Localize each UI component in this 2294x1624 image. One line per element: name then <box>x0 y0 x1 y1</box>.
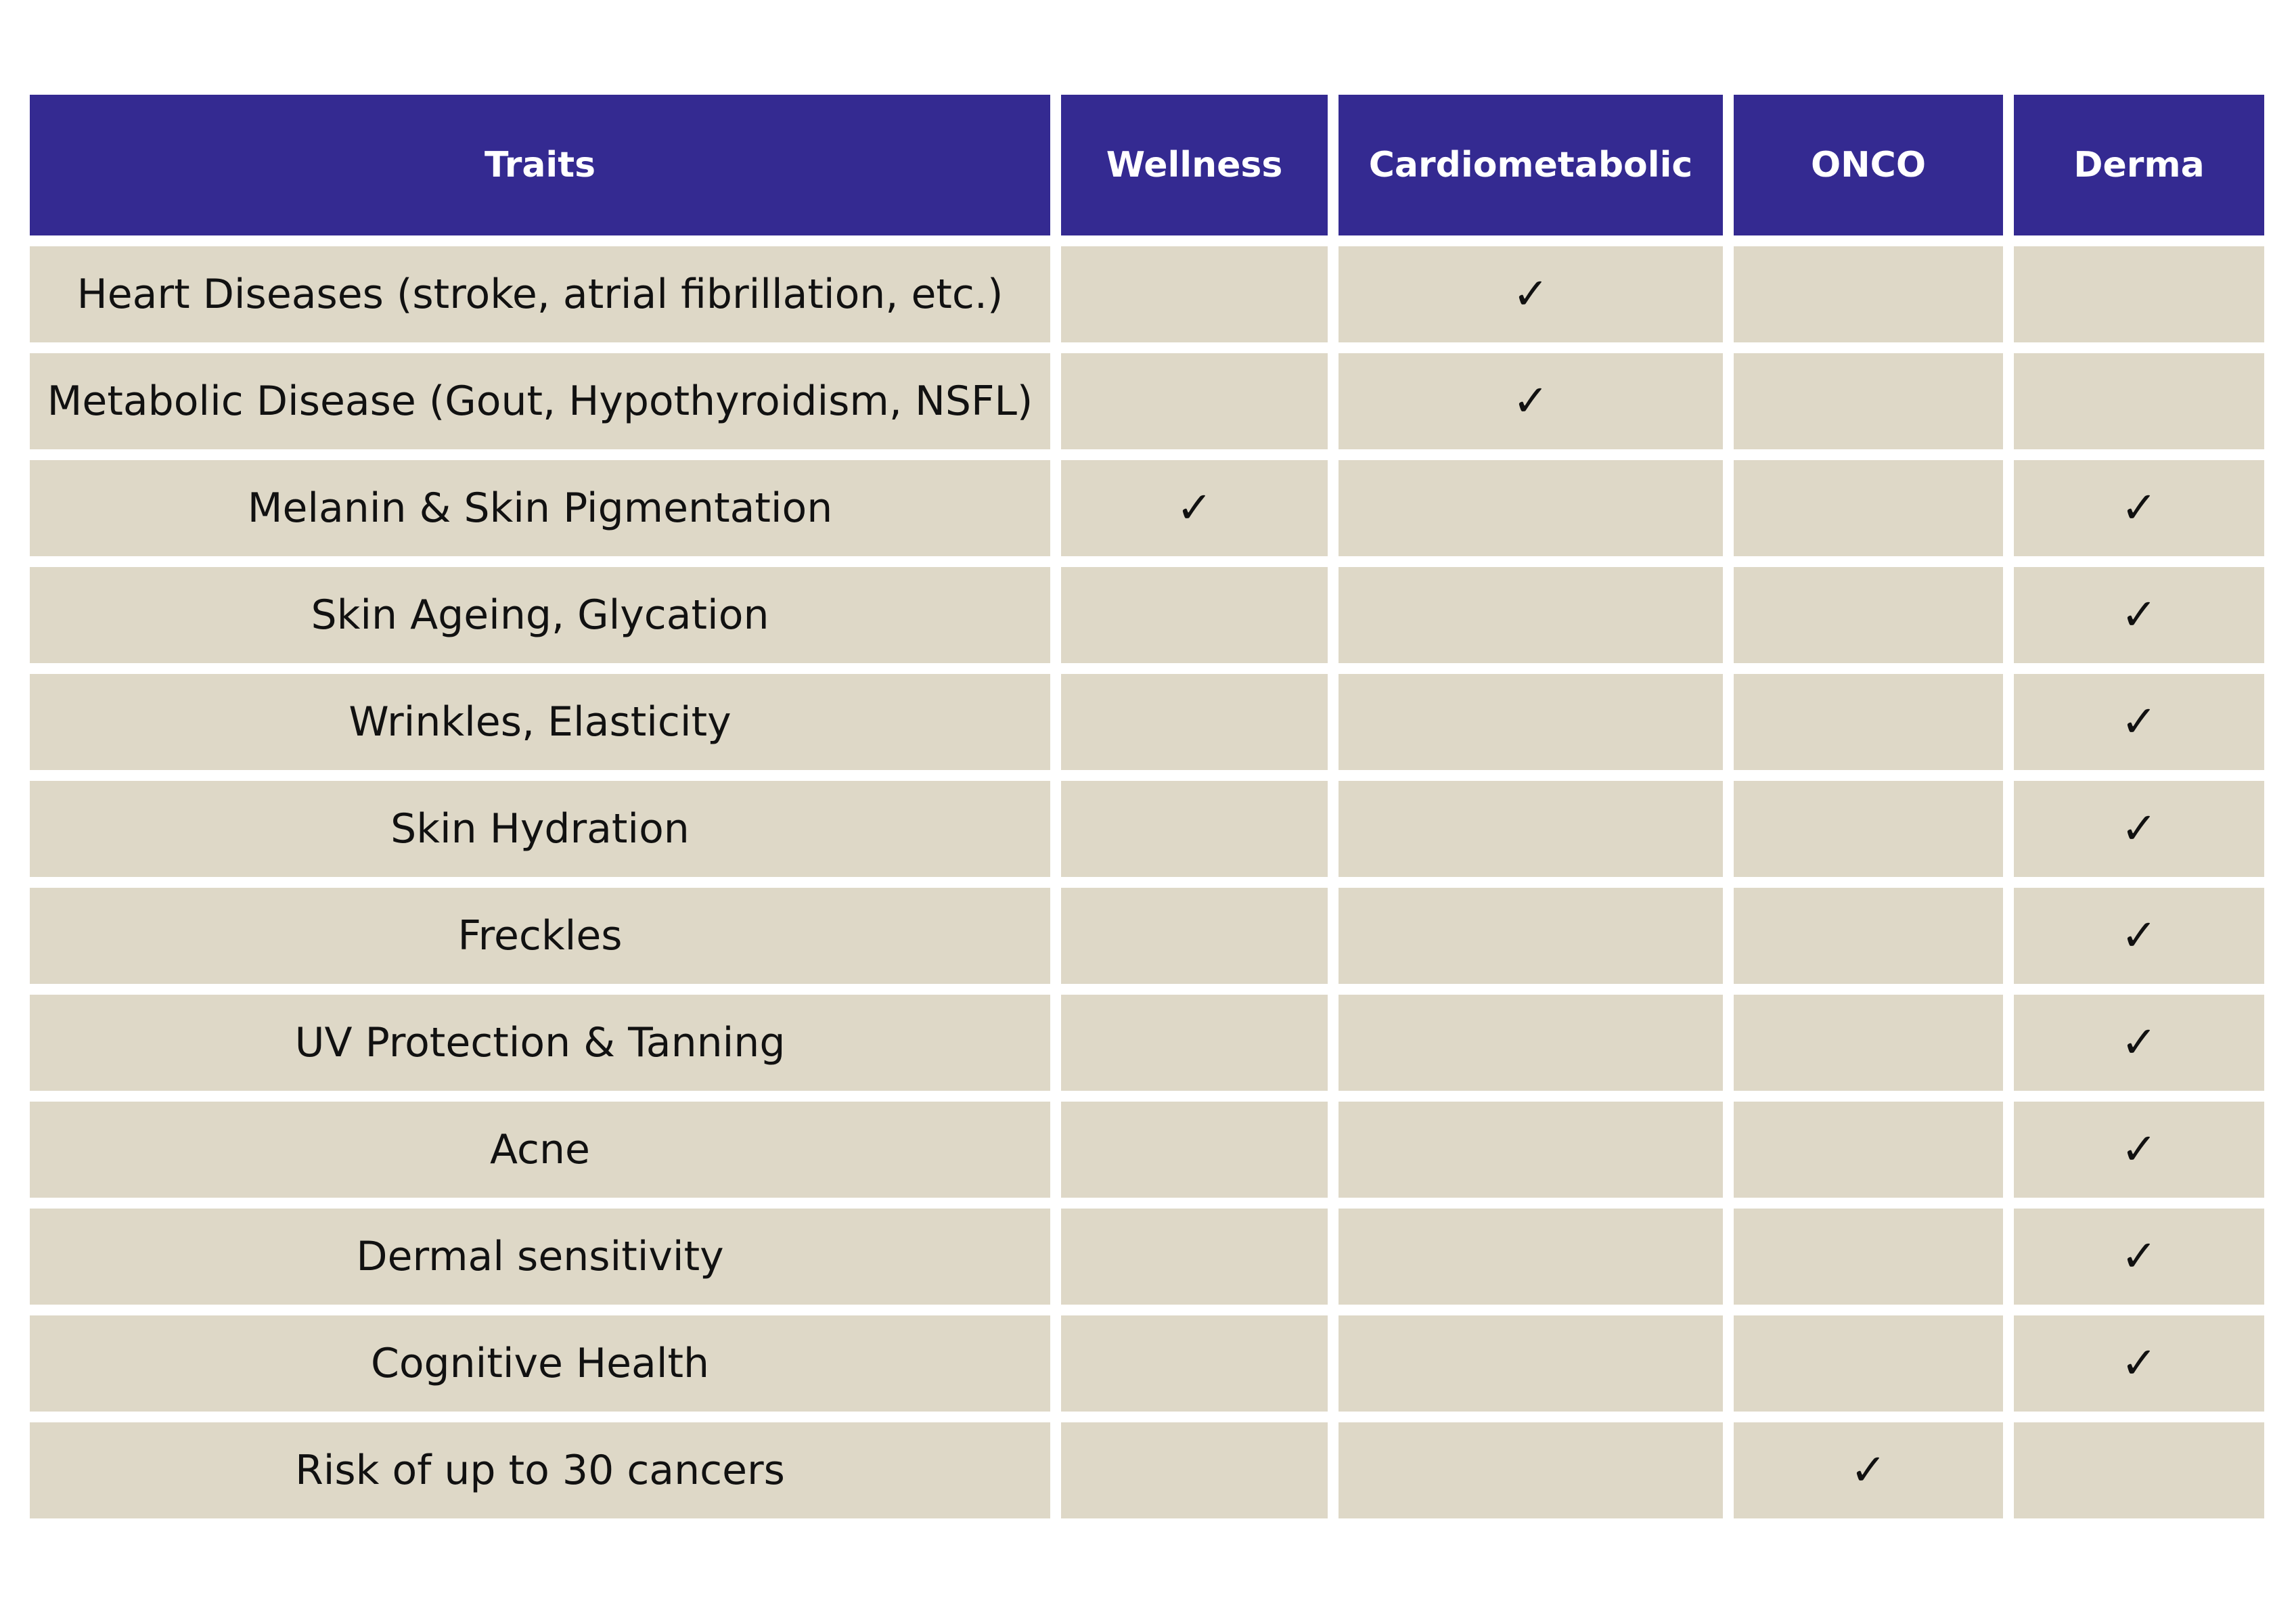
checkmark-icon: ✓ <box>2121 1018 2157 1068</box>
cell-cardiometabolic <box>1339 888 1723 984</box>
cell-derma <box>2014 1315 2264 1412</box>
checkmark-icon: ✓ <box>2121 911 2157 961</box>
cell-derma <box>2014 353 2264 449</box>
table-row-trait-cell <box>30 1102 1050 1198</box>
cell-wellness <box>1061 995 1328 1091</box>
trait-label: Wrinkles, Elasticity <box>348 698 732 746</box>
checkmark-icon: ✓ <box>1850 1445 1887 1495</box>
cell-onco <box>1734 353 2003 449</box>
checkmark-icon: ✓ <box>1512 269 1549 319</box>
trait-label: Acne <box>490 1126 590 1173</box>
cell-onco <box>1734 995 2003 1091</box>
trait-label: UV Protection & Tanning <box>294 1019 786 1066</box>
cell-cardiometabolic <box>1339 567 1723 663</box>
cell-wellness <box>1061 674 1328 770</box>
cell-onco <box>1734 1102 2003 1198</box>
cell-cardiometabolic <box>1339 1102 1723 1198</box>
checkmark-icon: ✓ <box>1512 376 1549 426</box>
table-row-trait-cell <box>30 781 1050 877</box>
table-row-trait-cell <box>30 353 1050 449</box>
cell-cardiometabolic <box>1339 781 1723 877</box>
table-row-trait-cell <box>30 674 1050 770</box>
cell-wellness <box>1061 1422 1328 1518</box>
cell-cardiometabolic <box>1339 674 1723 770</box>
cell-derma <box>2014 888 2264 984</box>
cell-onco <box>1734 460 2003 556</box>
cell-cardiometabolic <box>1339 460 1723 556</box>
cell-derma <box>2014 995 2264 1091</box>
cell-onco <box>1734 246 2003 342</box>
cell-onco <box>1734 567 2003 663</box>
cell-derma <box>2014 1102 2264 1198</box>
table-row-trait-cell <box>30 246 1050 342</box>
table-row-trait-cell <box>30 567 1050 663</box>
cell-cardiometabolic <box>1339 995 1723 1091</box>
cell-cardiometabolic <box>1339 1209 1723 1305</box>
cell-derma <box>2014 1422 2264 1518</box>
cell-wellness <box>1061 1315 1328 1412</box>
cell-onco <box>1734 781 2003 877</box>
checkmark-icon: ✓ <box>2121 483 2157 533</box>
checkmark-icon: ✓ <box>2121 1338 2157 1389</box>
trait-label: Cognitive Health <box>370 1340 710 1387</box>
trait-label: Risk of up to 30 cancers <box>295 1447 785 1494</box>
table-row-trait-cell <box>30 888 1050 984</box>
cell-onco <box>1734 674 2003 770</box>
checkmark-icon: ✓ <box>2121 1125 2157 1175</box>
trait-label: Heart Diseases (stroke, atrial fibrillation, etc.) <box>76 271 1004 318</box>
header-wellness: Wellness <box>1061 95 1328 235</box>
trait-label: Metabolic Disease (Gout, Hypothyroidism, NSFL) <box>47 378 1033 425</box>
table-row-trait-cell <box>30 1209 1050 1305</box>
cell-onco <box>1734 1209 2003 1305</box>
cell-derma <box>2014 246 2264 342</box>
table-row-trait-cell <box>30 995 1050 1091</box>
table-row-trait-cell <box>30 1422 1050 1518</box>
traits-comparison-table <box>30 95 2264 1518</box>
cell-cardiometabolic <box>1339 246 1723 342</box>
header-cardiometabolic: Cardiometabolic <box>1339 95 1723 235</box>
cell-wellness <box>1061 353 1328 449</box>
cell-derma <box>2014 781 2264 877</box>
cell-onco <box>1734 1315 2003 1412</box>
cell-cardiometabolic <box>1339 1315 1723 1412</box>
header-onco: ONCO <box>1734 95 2003 235</box>
trait-label: Dermal sensitivity <box>356 1233 724 1280</box>
trait-label: Skin Hydration <box>390 805 690 853</box>
checkmark-icon: ✓ <box>2121 804 2157 854</box>
checkmark-icon: ✓ <box>2121 590 2157 640</box>
cell-onco <box>1734 1422 2003 1518</box>
cell-wellness <box>1061 1209 1328 1305</box>
cell-wellness <box>1061 567 1328 663</box>
cell-cardiometabolic <box>1339 353 1723 449</box>
checkmark-icon: ✓ <box>1176 483 1213 533</box>
cell-onco <box>1734 888 2003 984</box>
cell-wellness <box>1061 888 1328 984</box>
trait-label: Skin Ageing, Glycation <box>311 591 769 639</box>
checkmark-icon: ✓ <box>2121 697 2157 747</box>
cell-wellness <box>1061 781 1328 877</box>
cell-derma <box>2014 674 2264 770</box>
cell-cardiometabolic <box>1339 1422 1723 1518</box>
cell-wellness <box>1061 246 1328 342</box>
cell-wellness <box>1061 460 1328 556</box>
cell-wellness <box>1061 1102 1328 1198</box>
cell-derma <box>2014 567 2264 663</box>
cell-derma <box>2014 460 2264 556</box>
header-traits: Traits <box>30 95 1050 235</box>
table-row-trait-cell <box>30 460 1050 556</box>
trait-label: Melanin & Skin Pigmentation <box>247 484 833 532</box>
trait-label: Freckles <box>457 912 623 960</box>
table-row-trait-cell <box>30 1315 1050 1412</box>
checkmark-icon: ✓ <box>2121 1232 2157 1282</box>
cell-derma <box>2014 1209 2264 1305</box>
header-derma: Derma <box>2014 95 2264 235</box>
